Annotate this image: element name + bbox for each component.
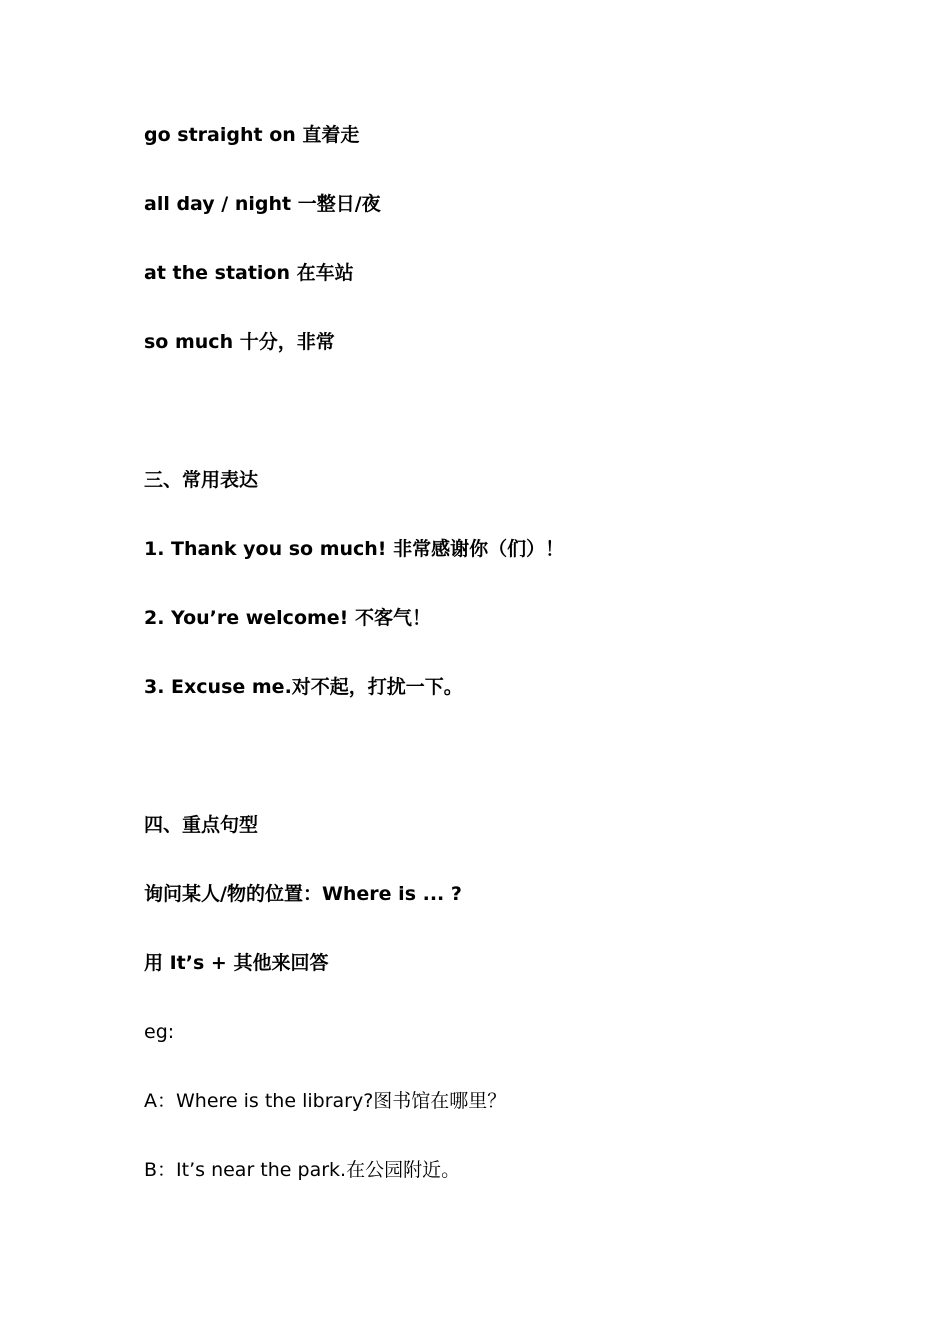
expression-item-welcome: 2. You’re welcome! 不客气！ bbox=[144, 607, 431, 629]
pattern-answer: 用 It’s + 其他来回答 bbox=[144, 952, 329, 974]
pattern-question: 询问某人/物的位置：Where is ... ? bbox=[144, 883, 462, 905]
phrase-go-straight-on: go straight on 直着走 bbox=[144, 124, 360, 146]
dialogue-line-a: A：Where is the library?图书馆在哪里？ bbox=[144, 1090, 507, 1112]
phrase-so-much: so much 十分，非常 bbox=[144, 331, 335, 353]
phrase-at-the-station: at the station 在车站 bbox=[144, 262, 354, 284]
section-heading-expressions: 三、常用表达 bbox=[144, 469, 259, 491]
phrase-all-day-night: all day / night 一整日/夜 bbox=[144, 193, 381, 215]
expression-item-thank-you: 1. Thank you so much! 非常感谢你（们）！ bbox=[144, 538, 565, 560]
expression-item-excuse-me: 3. Excuse me.对不起，打扰一下。 bbox=[144, 676, 463, 698]
section-heading-patterns: 四、重点句型 bbox=[144, 814, 259, 836]
example-label: eg: bbox=[144, 1021, 175, 1043]
dialogue-line-b: B：It’s near the park.在公园附近。 bbox=[144, 1159, 461, 1181]
